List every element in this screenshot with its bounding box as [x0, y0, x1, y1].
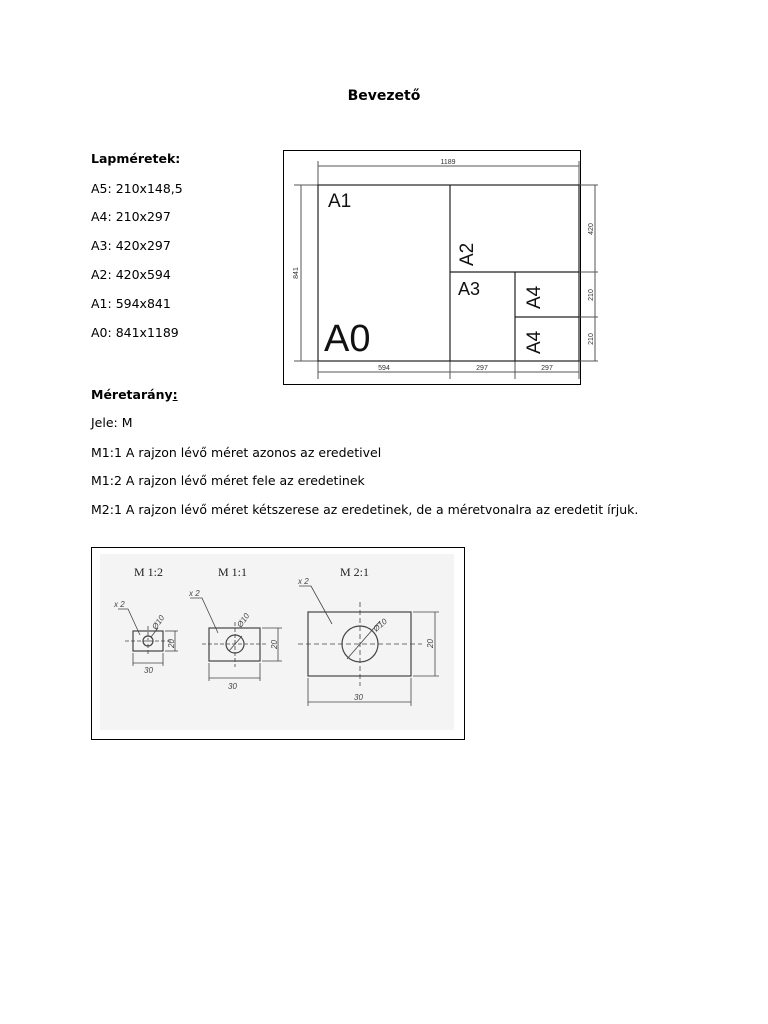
count-label-m1-1: x 2	[189, 589, 200, 598]
diameter-label-m1-2: Ø10	[150, 613, 167, 632]
dim-bottom-297-a: 297	[476, 365, 488, 372]
scale-label-m2-1: M 2:1	[340, 565, 370, 579]
dim-top-1189: 1189	[440, 159, 456, 166]
scale-label-m1-2: M 1:2	[134, 565, 164, 579]
paper-size-diagram	[284, 151, 595, 384]
dim-right-210-b: 210	[588, 333, 595, 345]
paper-size-a2: A2: 420x594	[91, 267, 171, 282]
width-label-m1-1: 30	[228, 682, 237, 691]
dim-bottom-594: 594	[378, 365, 390, 372]
sheet-label-a4-top: A4	[524, 285, 545, 309]
page-title: Bevezető	[347, 88, 421, 104]
height-label-m2-1: 20	[426, 639, 435, 648]
scale-heading-text: Méretarány	[91, 387, 173, 402]
sheet-label-a0: A0	[324, 318, 371, 360]
scale-heading-colon: :	[172, 387, 178, 402]
sheet-label-a4-bottom: A4	[524, 330, 545, 354]
sheet-label-a1: A1	[328, 191, 352, 212]
diameter-label-m1-1: Ø10	[235, 611, 252, 630]
paper-size-a1: A1: 594x841	[91, 296, 171, 311]
count-label-m1-2: x 2	[114, 600, 125, 609]
paper-size-a0: A0: 841x1189	[91, 325, 179, 340]
sheet-label-a3: A3	[458, 279, 481, 299]
paper-size-figure	[283, 150, 595, 385]
scale-label-m1-1: M 1:1	[218, 565, 248, 579]
dim-left-841: 841	[293, 267, 300, 279]
dim-right-420: 420	[588, 223, 595, 235]
paper-size-a5: A5: 210x148,5	[91, 181, 183, 196]
scale-heading	[91, 387, 178, 402]
scale-line-1-2: M1:2 A rajzon lévő méret fele az eredetinek	[91, 473, 365, 488]
count-label-m2-1: x 2	[298, 577, 309, 586]
diameter-label-m2-1: Ø10	[371, 616, 389, 634]
height-label-m1-2: 20	[167, 639, 176, 648]
scale-figure	[91, 547, 465, 740]
sheet-label-a2: A2	[457, 242, 478, 266]
scale-symbol: Jele: M	[91, 415, 133, 430]
height-label-m1-1: 20	[270, 640, 279, 649]
paper-size-a3: A3: 420x297	[91, 238, 171, 253]
scale-diagram	[92, 548, 464, 739]
dim-bottom-297-b: 297	[541, 365, 553, 372]
paper-sizes-heading: Lapméretek:	[91, 151, 181, 166]
scale-line-1-1: M1:1 A rajzon lévő méret azonos az eredetivel	[91, 445, 382, 460]
paper-size-a4: A4: 210x297	[91, 209, 171, 224]
dim-right-210-a: 210	[588, 289, 595, 301]
scale-line-2-1: M2:1 A rajzon lévő méret kétszerese az eredetinek, de a méretvonalra az eredetit írjuk.	[91, 502, 639, 517]
width-label-m2-1: 30	[354, 693, 363, 702]
width-label-m1-2: 30	[144, 666, 153, 675]
